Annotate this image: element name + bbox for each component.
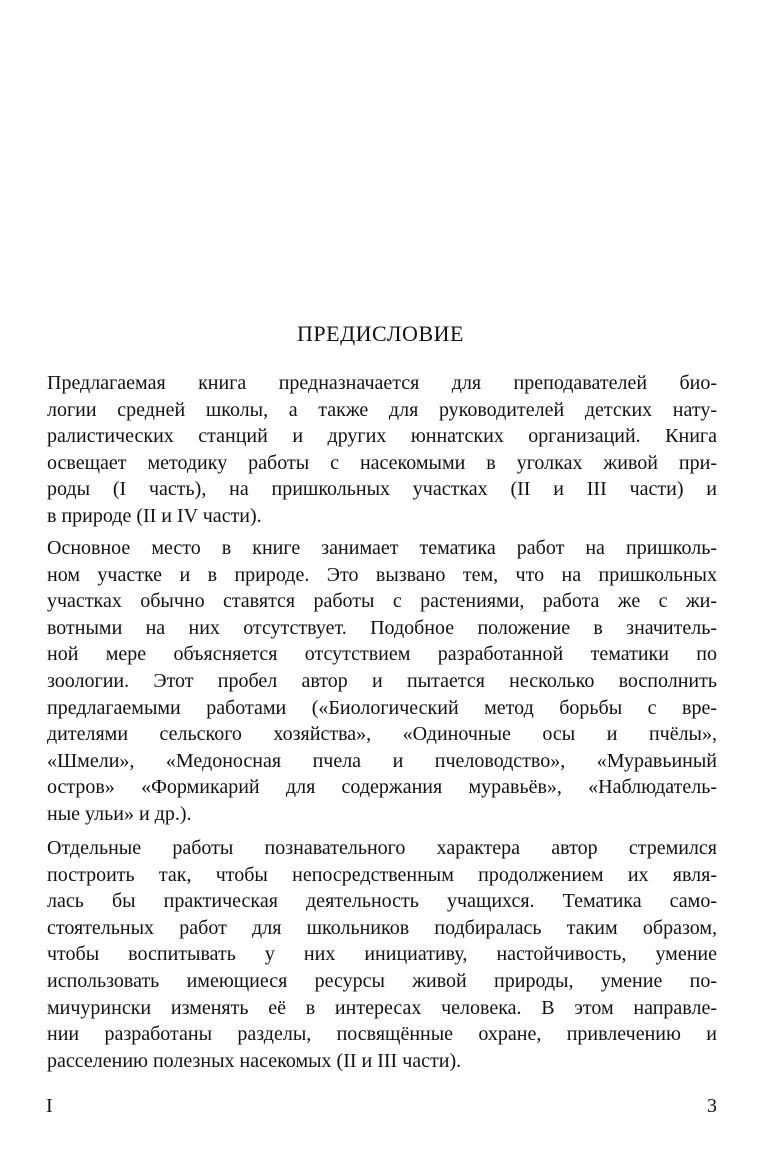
paragraph-line: Предлагаемая книга предназначается для преподавателей био- <box>47 372 717 394</box>
paragraph-line: лась бы практическая деятельность учащихся. Тематика само- <box>47 890 717 913</box>
paragraph-line: ном участке и в природе. Это вызвано тем, что на пришкольных <box>47 563 717 586</box>
paragraph-line: логии средней школы, а также для руководителей детских нату- <box>47 398 717 421</box>
paragraph-3 <box>47 835 717 1074</box>
paragraph-line: чтобы воспитывать у них инициативу, настойчивость, умение <box>47 943 717 966</box>
page-number: 3 <box>707 1095 717 1117</box>
paragraph-line: «Шмели», «Медоносная пчела и пчеловодство», «Муравьиный <box>47 749 717 772</box>
paragraph-line: остров» «Формикарий для содержания муравьёв», «Наблюдатель- <box>47 776 717 799</box>
page-title: ПРЕДИСЛОВИЕ <box>297 321 464 346</box>
paragraph-2 <box>47 535 717 828</box>
paragraph-line: мичурински изменять её в интересах человека. В этом направле- <box>47 996 717 1019</box>
paragraph-line: освещает методику работы с насекомыми в уголках живой при- <box>47 451 717 474</box>
paragraph-line: в природе (II и IV части). <box>47 504 262 527</box>
paragraph-line: участках обычно ставятся работы с растениями, работа же с жи- <box>47 590 717 613</box>
paragraph-line: расселению полезных насекомых (II и III части). <box>47 1049 462 1072</box>
paragraph-line: зоологии. Этот пробел автор и пытается несколько восполнить <box>47 669 717 692</box>
paragraph-line: использовать имеющиеся ресурсы живой природы, умение по- <box>47 969 717 992</box>
paragraph-line: предлагаемыми работами («Биологический метод борьбы с вре- <box>47 696 717 719</box>
paragraph-line: ной мере объясняется отсутствием разработанной тематики по <box>47 643 717 666</box>
paragraph-line: стоятельных работ для школьников подбиралась таким образом, <box>47 916 717 939</box>
paragraph-line: ные ульи» и др.). <box>47 802 192 825</box>
paragraph-1 <box>47 370 717 530</box>
paragraph-line: нии разработаны разделы, посвящённые охране, привлечению и <box>47 1023 717 1046</box>
paragraph-line: роды (I часть), на пришкольных участках (II и III части) и <box>47 478 717 501</box>
paragraph-line: ралистических станций и других юннатских организаций. Книга <box>47 425 717 448</box>
paragraph-line: Основное место в книге занимает тематика работ на пришколь- <box>47 537 717 559</box>
paragraph-line: построить так, чтобы непосредственным продолжением их явля- <box>47 863 717 886</box>
signature-mark: I <box>46 1095 53 1117</box>
paragraph-line: вотными на них отсутствует. Подобное положение в значитель- <box>47 616 717 639</box>
paragraph-line: Отдельные работы познавательного характера автор стремился <box>47 837 717 859</box>
paragraph-line: дителями сельского хозяйства», «Одиночные осы и пчёлы», <box>47 723 717 746</box>
